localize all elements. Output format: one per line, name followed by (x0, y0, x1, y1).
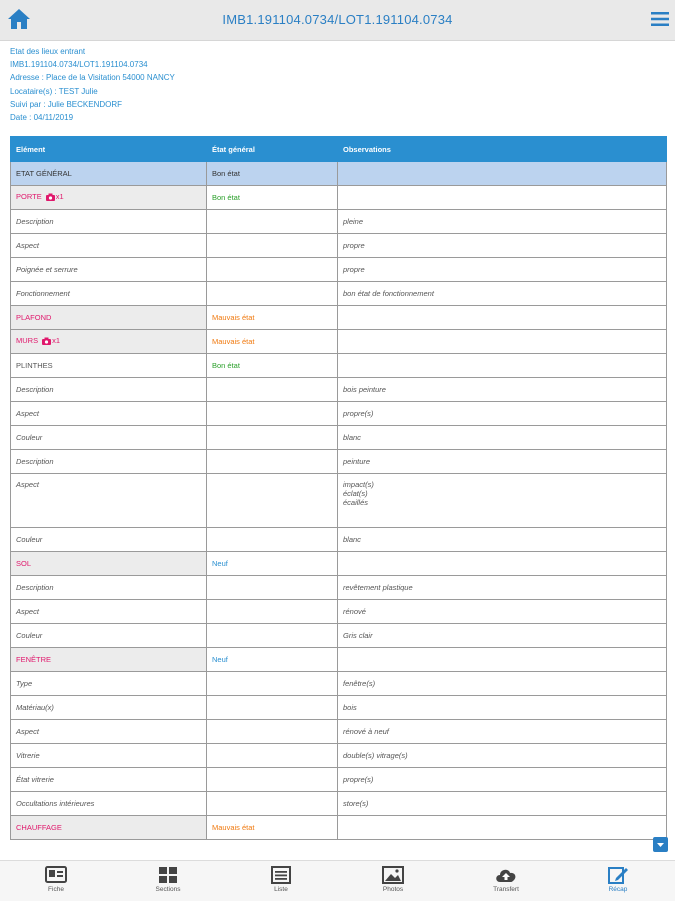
row-element: CHAUFFAGE (11, 816, 207, 840)
tab-label: Transfert (493, 886, 519, 893)
row-state (207, 576, 338, 600)
row-element: Aspect (11, 234, 207, 258)
column-header-element: Elément (11, 137, 207, 162)
table-row[interactable] (11, 282, 667, 306)
hamburger-menu-icon[interactable] (651, 11, 669, 27)
row-element: Description (11, 576, 207, 600)
row-state: Mauvais état (207, 330, 338, 354)
cloud-upload-icon (494, 866, 518, 884)
tab-photos[interactable] (337, 861, 449, 901)
row-observation: double(s) vitrage(s) (338, 744, 667, 768)
table-row[interactable] (11, 330, 667, 354)
row-element: Aspect (11, 402, 207, 426)
grid-icon (157, 866, 179, 884)
row-observation: rénové à neuf (338, 720, 667, 744)
tab-label: Photos (382, 886, 404, 893)
row-element (11, 330, 207, 354)
row-state (207, 426, 338, 450)
info-tenant: Locataire(s) : TEST Julie (10, 86, 98, 96)
column-header-observations: Observations (338, 137, 667, 162)
table-row[interactable] (11, 306, 667, 330)
row-observation (338, 552, 667, 576)
table-row[interactable] (11, 792, 667, 816)
row-observation: bois (338, 696, 667, 720)
top-bar (0, 0, 675, 41)
row-observation (338, 354, 667, 378)
id-card-icon (45, 866, 67, 884)
table-row[interactable] (11, 744, 667, 768)
bottom-navigation (0, 860, 675, 901)
row-observation (338, 648, 667, 672)
info-followed-by: Suivi par : Julie BECKENDORF (10, 99, 123, 109)
observation-line: impact(s) (343, 480, 374, 489)
table-row[interactable] (11, 624, 667, 648)
table-row[interactable] (11, 552, 667, 576)
tab-sections[interactable] (112, 861, 224, 901)
row-state (207, 696, 338, 720)
row-state (207, 624, 338, 648)
inventory-table (10, 136, 667, 840)
row-state (207, 450, 338, 474)
chevron-down-icon (653, 837, 668, 852)
row-state (207, 672, 338, 696)
photo-count: x1 (55, 192, 64, 202)
info-date: Date : 04/11/2019 (10, 113, 74, 123)
tab-label: Liste (274, 886, 288, 893)
list-icon (270, 866, 292, 884)
table-row[interactable] (11, 696, 667, 720)
row-state (207, 378, 338, 402)
row-state: Neuf (207, 552, 338, 576)
row-observation: bon état de fonctionnement (338, 282, 667, 306)
row-state (207, 402, 338, 426)
row-state: Bon état (207, 354, 338, 378)
table-row[interactable] (11, 354, 667, 378)
info-title: Etat des lieux entrant (10, 47, 86, 56)
row-observation: propre (338, 234, 667, 258)
row-state (207, 720, 338, 744)
table-row[interactable] (11, 426, 667, 450)
table-row[interactable] (11, 258, 667, 282)
row-state (207, 282, 338, 306)
row-element: Aspect (11, 474, 207, 528)
row-element-label: MURS (16, 336, 39, 346)
row-state (207, 258, 338, 282)
table-row[interactable] (11, 528, 667, 552)
row-element: Aspect (11, 720, 207, 744)
row-element: Description (11, 450, 207, 474)
table-row[interactable] (11, 234, 667, 258)
row-observation: propre(s) (338, 768, 667, 792)
row-observation (338, 186, 667, 210)
row-state (207, 768, 338, 792)
page-title: IMB1.191104.0734/LOT1.191104.0734 (222, 12, 453, 27)
row-element: Matériau(x) (11, 696, 207, 720)
tab-liste[interactable] (225, 861, 337, 901)
row-observation: blanc (338, 426, 667, 450)
row-element: Couleur (11, 624, 207, 648)
row-observation (338, 162, 667, 186)
row-state (207, 234, 338, 258)
row-state (207, 210, 338, 234)
row-element: PLINTHES (11, 354, 207, 378)
table-row[interactable] (11, 210, 667, 234)
table-header-row (11, 137, 667, 162)
row-observation: rénové (338, 600, 667, 624)
row-observation: revêtement plastique (338, 576, 667, 600)
row-state: Mauvais état (207, 306, 338, 330)
observation-line: éclat(s) (343, 489, 368, 498)
row-element: Description (11, 378, 207, 402)
tab-recap[interactable] (562, 861, 674, 901)
table-row[interactable] (11, 576, 667, 600)
row-element: PLAFOND (11, 306, 207, 330)
tab-label: Récap (608, 886, 628, 893)
row-state (207, 792, 338, 816)
tab-transfert[interactable] (450, 861, 562, 901)
row-element: SOL (11, 552, 207, 576)
row-element: Description (11, 210, 207, 234)
table-row[interactable] (11, 816, 667, 840)
table-row[interactable] (11, 600, 667, 624)
table-row[interactable] (11, 378, 667, 402)
scroll-down-button[interactable] (653, 837, 668, 852)
row-element: FENÊTRE (11, 648, 207, 672)
row-observation: peinture (338, 450, 667, 474)
row-element: État vitrerie (11, 768, 207, 792)
row-observation: fenêtre(s) (338, 672, 667, 696)
row-element: Occultations intérieures (11, 792, 207, 816)
camera-icon[interactable] (42, 337, 51, 347)
row-element: Poignée et serrure (11, 258, 207, 282)
row-state (207, 528, 338, 552)
row-observation (338, 306, 667, 330)
row-observation: Gris clair (338, 624, 667, 648)
row-observation (338, 330, 667, 354)
inspection-info (10, 45, 175, 124)
row-state: Mauvais état (207, 816, 338, 840)
row-element: Couleur (11, 528, 207, 552)
column-header-general-state: État général (207, 137, 338, 162)
table-row[interactable] (11, 672, 667, 696)
table-row[interactable] (11, 186, 667, 210)
table-row[interactable] (11, 720, 667, 744)
camera-icon[interactable] (46, 193, 55, 203)
table-row[interactable] (11, 474, 667, 528)
row-state: Neuf (207, 648, 338, 672)
row-observation: blanc (338, 528, 667, 552)
row-state (207, 744, 338, 768)
tab-label: Sections (155, 886, 181, 893)
image-icon (382, 866, 404, 884)
row-state (207, 474, 338, 528)
tab-label: Fiche (48, 886, 64, 893)
row-observation: propre(s) (338, 402, 667, 426)
row-element: Couleur (11, 426, 207, 450)
table-row[interactable] (11, 162, 667, 186)
table-row[interactable] (11, 648, 667, 672)
row-observation: pleine (338, 210, 667, 234)
row-observation (338, 474, 667, 528)
row-element: Vitrerie (11, 744, 207, 768)
row-observation: bois peinture (338, 378, 667, 402)
row-element: ETAT GÉNÉRAL (11, 162, 207, 186)
tab-fiche[interactable] (0, 861, 112, 901)
photo-count: x1 (52, 336, 61, 346)
row-element-label: PORTE (16, 192, 42, 202)
row-element (11, 186, 207, 210)
row-element: Aspect (11, 600, 207, 624)
row-state (207, 600, 338, 624)
row-observation: propre (338, 258, 667, 282)
info-address: Adresse : Place de la Visitation 54000 NANCY (10, 73, 175, 83)
row-state: Bon état (207, 162, 338, 186)
row-element: Type (11, 672, 207, 696)
info-reference: IMB1.191104.0734/LOT1.191104.0734 (10, 60, 148, 70)
table-row[interactable] (11, 450, 667, 474)
inventory-table-wrapper (10, 136, 666, 840)
observation-line: écaillés (343, 498, 369, 507)
row-state: Bon état (207, 186, 338, 210)
row-observation: store(s) (338, 792, 667, 816)
table-row[interactable] (11, 402, 667, 426)
row-observation (338, 816, 667, 840)
row-element: Fonctionnement (11, 282, 207, 306)
edit-document-icon (607, 866, 629, 884)
table-row[interactable] (11, 768, 667, 792)
